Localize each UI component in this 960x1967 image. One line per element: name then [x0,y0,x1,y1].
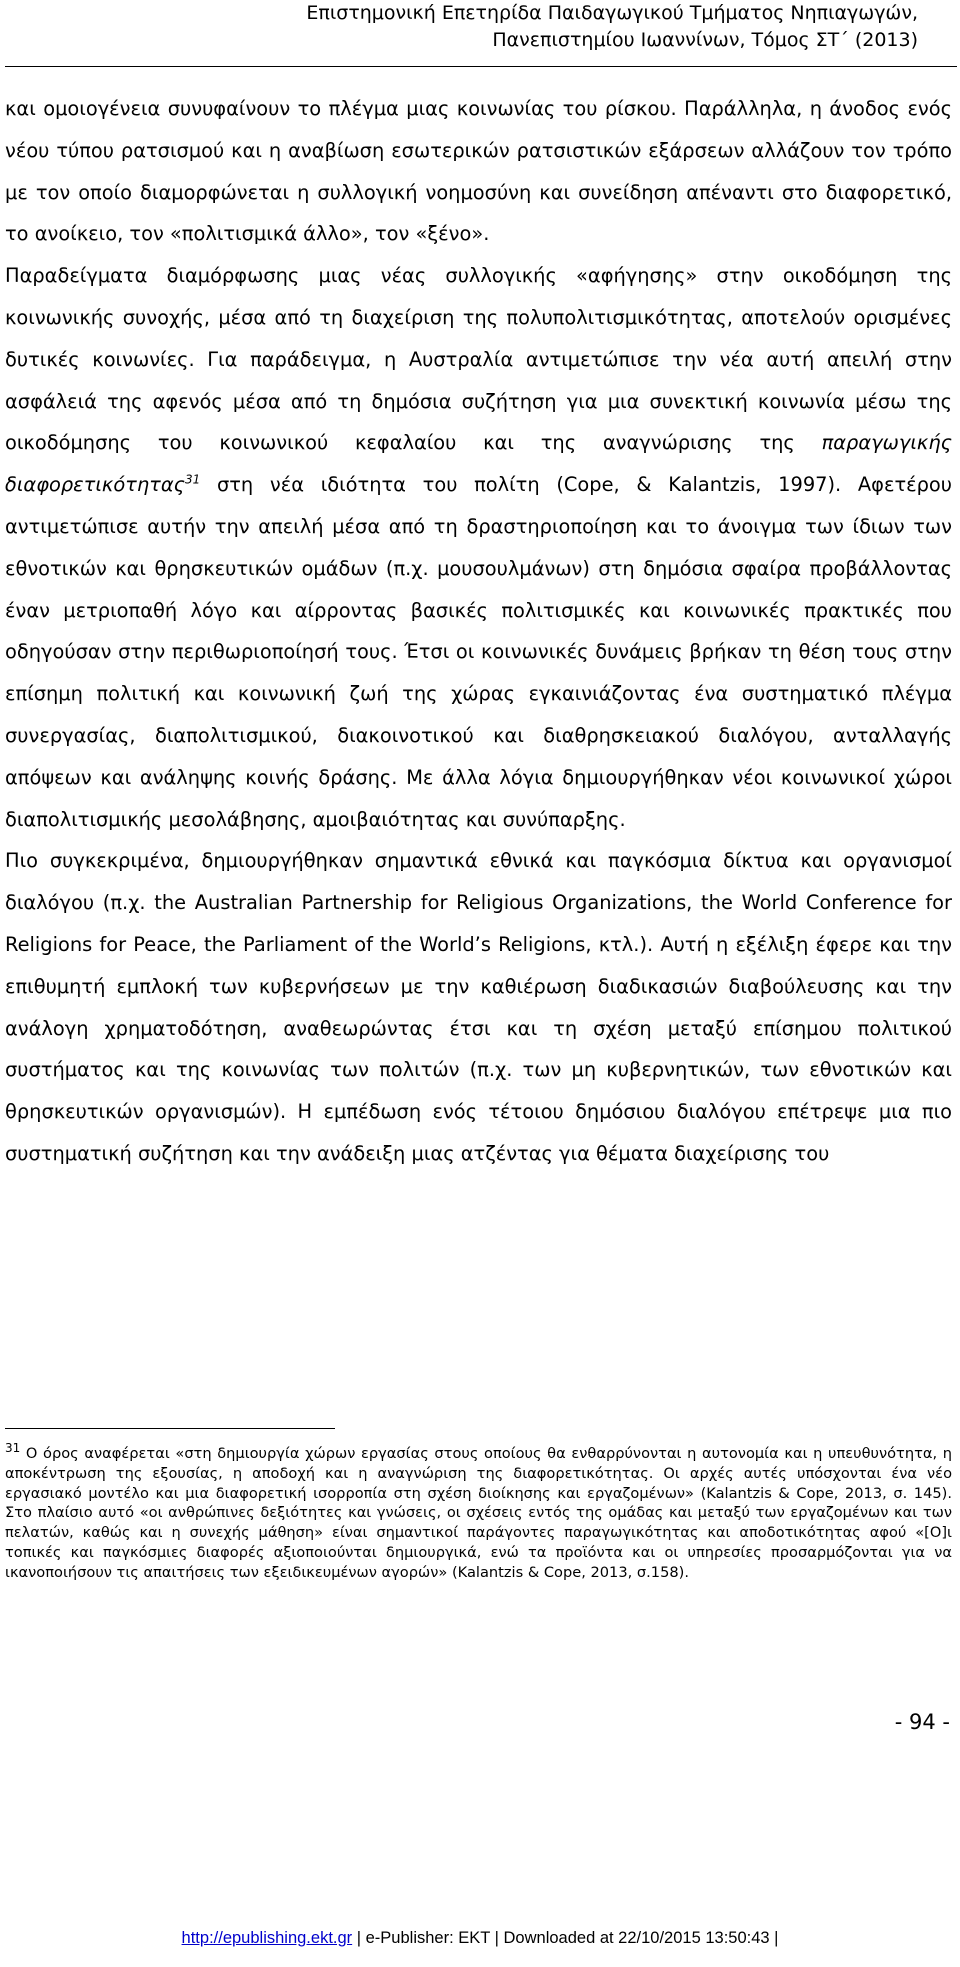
paragraph-2-part-a: Παραδείγματα διαμόρφωσης μιας νέας συλλογικής «αφήγησης» στην οικοδόμηση της κοινωνικής συνοχής, μέσα από τη διαχείριση της πολυπολιτισμικότητας, αποτελούν ορισμένες δυτικές κοινωνίες. Για παράδειγμα, η Αυστραλία αντιμετώπισε την νέα αυτή απειλή στην ασφάλειά της αφενός μέσα από τη δημόσια συζήτηση για μια συνεκτική κοινωνία μέσω της οικοδόμησης του κοινωνικού κεφαλαίου και της αναγνώρισης της [5,264,952,455]
page-number: - 94 - [894,1710,950,1734]
footer-download-time: Downloaded at 22/10/2015 13:50:43 [503,1929,770,1947]
paragraph-3: Πιο συγκεκριμένα, δημιουργήθηκαν σημαντικά εθνικά και παγκόσμια δίκτυα και οργανισμοί διαλόγου (π.χ. the Australian Partnership for Religious Organizations, the World Conference for Religions for Peace, the Parliament of the World’s Religions, κτλ.). Αυτή η εξέλιξη έφερε και την επιθυμητή εμπλοκή των κυβερνήσεων με την καθιέρωση διαδικασιών διαβούλευσης και την ανάλογη χρηματοδότηση, αναθεωρώντας έτσι και τη σχέση μεταξύ επίσημου πολιτικού συστήματος και της κοινωνίας των πολιτών (π.χ. των μη κυβερνητικών, των εθνοτικών και θρησκευτικών οργανισμών). Η εμπέδωση ενός τέτοιου δημόσιου διαλόγου επέτρεψε μια πιο συστηματική συζήτηση και την ανάδειξη μιας ατζέντας για θέματα διαχείρισης του [5,849,952,1165]
paragraph-2-part-b: στη νέα ιδιότητα του πολίτη (Cope, & Kalantzis, 1997). Αφετέρου αντιμετώπισε αυτήν την απειλή μέσα από τη δραστηριοποίηση και το άνοιγμα των ίδιων των εθνοτικών και θρησκευτικών ομάδων (π.χ. μουσουλμάνων) στη δημόσια σφαίρα προβάλλοντας έναν μετριοπαθή λόγο και αίρροντας βασικές πολιτισμικές και κοινωνικές πρακτικές που οδηγούσαν στην περιθωριοποίησή τους. Έτσι οι κοινωνικές δυνάμεις βρήκαν τη θέση τους στην επίσημη πολιτική και κοινωνική ζωή της χώρας εγκαινιάζοντας ένα συστηματικό πλέγμα συνεργασίας, διαπολιτισμικού, διακοινοτικού και διαθρησκειακού διαλόγου, ανταλλαγής απόψεων και ανάληψης κοινής δράσης. Με άλλα λόγια δημιουργήθηκαν νέοι κοινωνικοί χώροι διαπολιτισμικής μεσολάβησης, αμοιβαιότητας και συνύπαρξης. [5,473,952,831]
paragraph-1: και ομοιογένεια συνυφαίνουν το πλέγμα μιας κοινωνίας του ρίσκου. Παράλληλα, η άνοδος ενός νέου τύπου ρατσισμού και η αναβίωση εσωτερικών ρατσιστικών εξάρσεων αλλάζουν τον τρόπο με τον οποίο διαμορφώνεται η συλλογική νοημοσύνη και συνείδηση απέναντι στο διαφορετικό, το ανοίκειο, τον «πολιτισμικά άλλο», τον «ξένο». [5,97,952,246]
epublishing-link[interactable]: http://epublishing.ekt.gr [181,1929,353,1947]
footer-publisher: e-Publisher: EKT [365,1929,491,1947]
journal-header-line2: Πανεπιστημίου Ιωαννίνων, Τόμος ΣΤ΄ (2013) [492,29,918,51]
footnote [5,1441,952,1583]
footnote-reference[interactable]: 31 [184,472,201,487]
italic-term: παραγωγικής διαφορετικότητας [5,431,952,497]
journal-header-line1: Επιστημονική Επετηρίδα Παιδαγωγικού Τμήματος Νηπιαγωγών, [306,2,918,24]
footnote-number: 31 [5,1441,21,1456]
header-divider [5,66,957,67]
footnote-divider [5,1428,335,1429]
download-footer [0,1929,960,1948]
paragraph-2 [5,255,952,840]
footer-separator: | [352,1929,366,1947]
main-body [5,88,952,1175]
footer-separator: | [769,1929,779,1947]
footer-separator: | [490,1929,504,1947]
journal-header [38,0,918,54]
footnote-text: Ο όρος αναφέρεται «στη δημιουργία χώρων εργασίας στους οποίους θα ενθαρρύνονται η αυτονομία και η υπευθυνότητα, η αποκέντρωση της εξουσίας, η αποδοχή και η αναγνώριση της διαφορετικότητας. Οι αρχές αυτές υπόσχονται ένα νέο εργασιακό μοντέλο και μια διαφορετική ισορροπία στη σχέση διοίκησης και εργαζομένων» (Kalantzis & Cope, 2013, σ. 145). Στο πλαίσιο αυτό «οι ανθρώπινες δεξιότητες και γνώσεις, οι σχέσεις εντός της ομάδας και μεταξύ των εργαζομένων και των πελατών, καθώς και η συνεχής μάθηση» είναι σημαντικοί παράγοντες παραγωγικότητας και αποδοτικότητας αφού «[Ο]ι τοπικές και παγκόσμιες διαφορές αξιοποιούνται δημιουργικά, ενώ τα προϊόντα και οι υπηρεσίες προσαρμόζονται για να ικανοποιήσουν τις απαιτήσεις των εξειδικευμένων αγορών» (Kalantzis & Cope, 2013, σ.158). [5,1445,952,1581]
